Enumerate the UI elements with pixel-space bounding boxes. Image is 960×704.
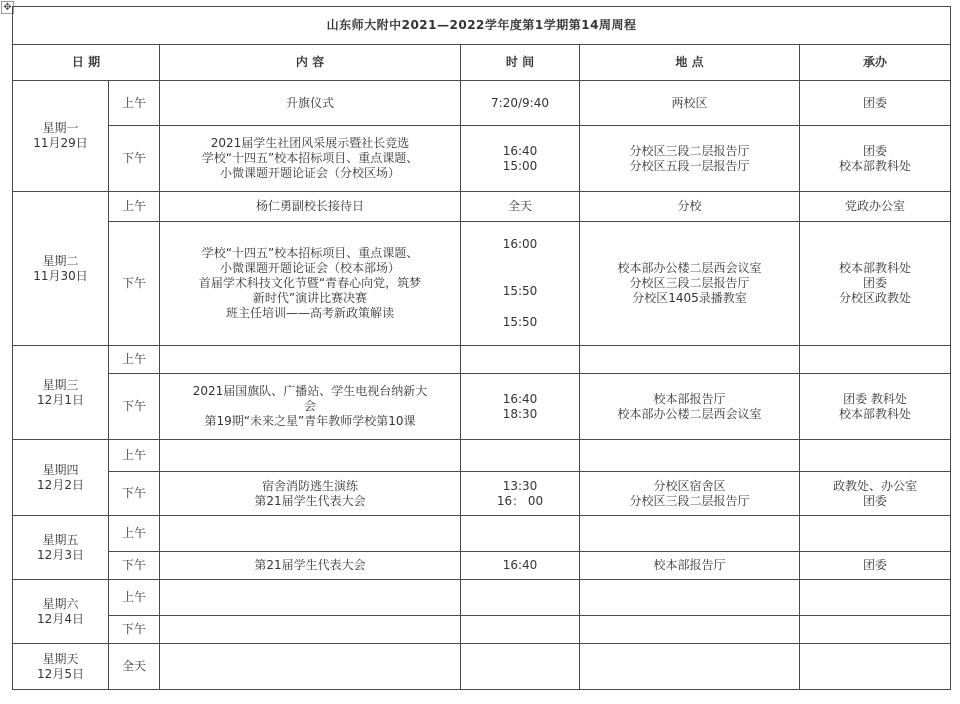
time-cell: 7:20/9:40 <box>461 81 580 126</box>
table-row <box>13 644 951 690</box>
time-cell <box>461 616 580 644</box>
period-label: 上午 <box>109 192 160 222</box>
place-cell: 校本部办公楼二层西会议室 分校区三段二层报告厅 分校区1405录播教室 <box>580 222 800 346</box>
period-label: 上午 <box>109 346 160 374</box>
content-cell: 2021届学生社团风采展示暨社长竞选 学校“十四五”校本招标项目、重点课题、 小微课题开题论证会（分校区场） <box>160 126 461 192</box>
header-organizer: 承办 <box>800 45 951 81</box>
time-cell <box>461 346 580 374</box>
place-cell <box>580 580 800 616</box>
day-cell: 星期天 12月5日 <box>13 644 109 690</box>
table-row <box>13 580 951 616</box>
table-row <box>13 192 951 222</box>
page-title: 山东师大附中2021—2022学年度第1学期第14周周程 <box>13 7 951 45</box>
weekly-schedule-table <box>12 6 951 690</box>
table-row <box>13 472 951 516</box>
organizer-cell <box>800 440 951 472</box>
table-row <box>13 222 951 346</box>
day-cell: 星期五 12月3日 <box>13 516 109 580</box>
organizer-cell <box>800 616 951 644</box>
period-label: 上午 <box>109 580 160 616</box>
period-label: 下午 <box>109 222 160 346</box>
content-cell <box>160 346 461 374</box>
organizer-cell: 团委 校本部教科处 <box>800 126 951 192</box>
content-cell: 杨仁勇副校长接待日 <box>160 192 461 222</box>
place-cell <box>580 616 800 644</box>
header-place: 地 点 <box>580 45 800 81</box>
table-row <box>13 374 951 440</box>
header-row <box>13 45 951 81</box>
time-cell: 全天 <box>461 192 580 222</box>
place-cell: 分校区宿舍区 分校区三段二层报告厅 <box>580 472 800 516</box>
time-cell: 16:40 18:30 <box>461 374 580 440</box>
table-row <box>13 81 951 126</box>
place-cell <box>580 346 800 374</box>
place-cell <box>580 440 800 472</box>
table-row <box>13 516 951 552</box>
period-label: 下午 <box>109 616 160 644</box>
place-cell: 两校区 <box>580 81 800 126</box>
period-label: 下午 <box>109 472 160 516</box>
content-cell <box>160 516 461 552</box>
organizer-cell <box>800 580 951 616</box>
organizer-cell: 团委 <box>800 81 951 126</box>
period-label: 全天 <box>109 644 160 690</box>
day-cell: 星期一 11月29日 <box>13 81 109 192</box>
content-cell: 升旗仪式 <box>160 81 461 126</box>
day-cell: 星期六 12月4日 <box>13 580 109 644</box>
organizer-cell: 团委 教科处 校本部教科处 <box>800 374 951 440</box>
content-cell <box>160 616 461 644</box>
place-cell <box>580 516 800 552</box>
time-cell: 16:00 15:50 15:50 <box>461 222 580 346</box>
organizer-cell: 校本部教科处 团委 分校区政教处 <box>800 222 951 346</box>
time-cell <box>461 580 580 616</box>
time-cell: 13:30 16： 00 <box>461 472 580 516</box>
organizer-cell: 政教处、办公室 团委 <box>800 472 951 516</box>
content-cell: 2021届国旗队、广播站、学生电视台纳新大 会 第19期“未来之星”青年教师学校第10课 <box>160 374 461 440</box>
content-cell <box>160 644 461 690</box>
place-cell: 分校 <box>580 192 800 222</box>
day-cell: 星期二 11月30日 <box>13 192 109 346</box>
header-date: 日 期 <box>13 45 160 81</box>
organizer-cell <box>800 516 951 552</box>
time-cell <box>461 516 580 552</box>
organizer-cell: 团委 <box>800 552 951 580</box>
place-cell: 分校区三段二层报告厅 分校区五段一层报告厅 <box>580 126 800 192</box>
table-row <box>13 346 951 374</box>
place-cell <box>580 644 800 690</box>
header-time: 时 间 <box>461 45 580 81</box>
time-cell: 16:40 15:00 <box>461 126 580 192</box>
table-row <box>13 126 951 192</box>
time-cell <box>461 440 580 472</box>
day-cell: 星期三 12月1日 <box>13 346 109 440</box>
organizer-cell <box>800 346 951 374</box>
period-label: 下午 <box>109 552 160 580</box>
table-row <box>13 552 951 580</box>
title-row <box>13 7 951 45</box>
day-cell: 星期四 12月2日 <box>13 440 109 516</box>
place-cell: 校本部报告厅 校本部办公楼二层西会议室 <box>580 374 800 440</box>
content-cell: 宿舍消防逃生演练 第21届学生代表大会 <box>160 472 461 516</box>
content-cell <box>160 580 461 616</box>
content-cell: 学校“十四五”校本招标项目、重点课题、 小微课题开题论证会（校本部场） 首届学术科技文化节暨“青春心向党，筑梦 新时代”演讲比赛决赛 班主任培训——高考新政策解读 <box>160 222 461 346</box>
place-cell: 校本部报告厅 <box>580 552 800 580</box>
period-label: 上午 <box>109 81 160 126</box>
table-row <box>13 440 951 472</box>
table-row <box>13 616 951 644</box>
content-cell <box>160 440 461 472</box>
time-cell: 16:40 <box>461 552 580 580</box>
period-label: 下午 <box>109 374 160 440</box>
time-cell <box>461 644 580 690</box>
period-label: 上午 <box>109 440 160 472</box>
organizer-cell <box>800 644 951 690</box>
content-cell: 第21届学生代表大会 <box>160 552 461 580</box>
period-label: 下午 <box>109 126 160 192</box>
period-label: 上午 <box>109 516 160 552</box>
move-arrows-icon[interactable]: ✥ <box>1 1 14 14</box>
header-content: 内 容 <box>160 45 461 81</box>
organizer-cell: 党政办公室 <box>800 192 951 222</box>
